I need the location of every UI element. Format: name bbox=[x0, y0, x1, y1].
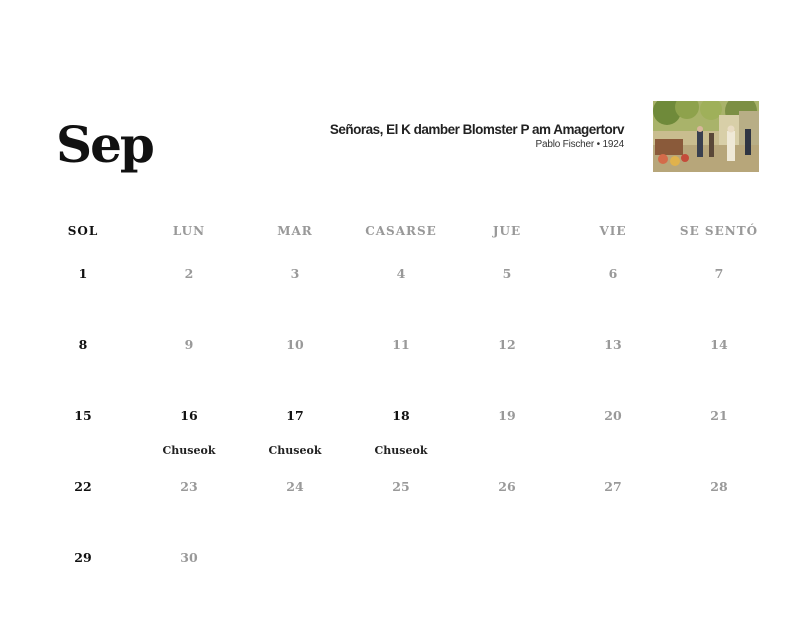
weekday-label: VIE bbox=[599, 224, 627, 238]
week-row bbox=[30, 388, 772, 459]
day-cell[interactable] bbox=[242, 388, 348, 459]
day-number: 26 bbox=[498, 479, 516, 494]
artwork-caption bbox=[330, 122, 624, 150]
day-number: 13 bbox=[604, 337, 622, 352]
day-cell[interactable] bbox=[454, 388, 560, 459]
day-cell[interactable] bbox=[348, 246, 454, 317]
day-cell[interactable] bbox=[666, 388, 772, 459]
day-cell bbox=[348, 530, 454, 601]
day-number: 27 bbox=[604, 479, 622, 494]
month-title: Sep bbox=[56, 115, 153, 174]
day-number: 8 bbox=[78, 337, 88, 352]
week-row bbox=[30, 317, 772, 388]
weekday-label: CASARSE bbox=[365, 224, 437, 238]
day-cell[interactable] bbox=[30, 246, 136, 317]
day-cell[interactable] bbox=[454, 459, 560, 530]
day-number: 1 bbox=[78, 266, 88, 281]
weekday-label: MAR bbox=[277, 224, 313, 238]
day-number: 5 bbox=[502, 266, 512, 281]
artwork-artist: Pablo Fischer bbox=[535, 139, 595, 150]
day-cell[interactable] bbox=[242, 317, 348, 388]
day-number: 6 bbox=[608, 266, 618, 281]
day-cell bbox=[242, 530, 348, 601]
day-number: 12 bbox=[498, 337, 516, 352]
day-number: 2 bbox=[184, 266, 194, 281]
day-number: 30 bbox=[180, 550, 198, 565]
weekday-label: SE SENTÓ bbox=[679, 224, 759, 238]
day-cell[interactable] bbox=[560, 246, 666, 317]
day-cell[interactable] bbox=[136, 317, 242, 388]
day-number: 23 bbox=[180, 479, 198, 494]
weekday-label: JUE bbox=[492, 224, 522, 238]
day-number: 10 bbox=[286, 337, 304, 352]
weekday-header-row bbox=[30, 216, 772, 246]
artwork-separator: • bbox=[596, 139, 600, 150]
day-cell bbox=[454, 530, 560, 601]
day-cell[interactable] bbox=[666, 317, 772, 388]
holiday-label: Chuseok bbox=[162, 444, 216, 457]
day-number: 9 bbox=[184, 337, 194, 352]
artwork-meta bbox=[330, 139, 624, 150]
day-cell[interactable] bbox=[30, 388, 136, 459]
day-cell[interactable] bbox=[136, 459, 242, 530]
artwork-thumbnail bbox=[653, 101, 759, 172]
day-cell[interactable] bbox=[136, 388, 242, 459]
day-number: 3 bbox=[290, 266, 300, 281]
calendar-grid bbox=[30, 216, 772, 601]
day-cell[interactable] bbox=[454, 317, 560, 388]
day-cell[interactable] bbox=[666, 246, 772, 317]
week-row bbox=[30, 459, 772, 530]
day-cell[interactable] bbox=[348, 388, 454, 459]
week-row bbox=[30, 246, 772, 317]
day-number: 18 bbox=[392, 408, 410, 423]
day-number: 24 bbox=[286, 479, 304, 494]
day-cell[interactable] bbox=[136, 246, 242, 317]
day-cell[interactable] bbox=[666, 459, 772, 530]
day-cell[interactable] bbox=[30, 317, 136, 388]
day-number: 7 bbox=[714, 266, 724, 281]
day-number: 29 bbox=[74, 550, 92, 565]
week-row bbox=[30, 530, 772, 601]
day-cell[interactable] bbox=[136, 530, 242, 601]
day-number: 22 bbox=[74, 479, 92, 494]
day-cell[interactable] bbox=[242, 459, 348, 530]
day-cell[interactable] bbox=[30, 459, 136, 530]
day-number: 14 bbox=[710, 337, 728, 352]
day-number: 11 bbox=[392, 337, 410, 352]
holiday-label: Chuseok bbox=[374, 444, 428, 457]
day-cell[interactable] bbox=[560, 459, 666, 530]
day-cell[interactable] bbox=[560, 317, 666, 388]
day-number: 16 bbox=[180, 408, 198, 423]
day-number: 28 bbox=[710, 479, 728, 494]
day-cell bbox=[560, 530, 666, 601]
day-number: 4 bbox=[396, 266, 406, 281]
day-cell[interactable] bbox=[348, 317, 454, 388]
day-cell[interactable] bbox=[454, 246, 560, 317]
day-cell[interactable] bbox=[348, 459, 454, 530]
day-cell[interactable] bbox=[242, 246, 348, 317]
artwork-year: 1924 bbox=[602, 139, 624, 150]
day-cell[interactable] bbox=[30, 530, 136, 601]
day-number: 15 bbox=[74, 408, 92, 423]
day-number: 19 bbox=[498, 408, 516, 423]
day-number: 17 bbox=[286, 408, 304, 423]
holiday-label: Chuseok bbox=[268, 444, 322, 457]
day-number: 20 bbox=[604, 408, 622, 423]
weekday-label: SOL bbox=[67, 224, 99, 238]
artwork-title: Señoras, El K damber Blomster P am Amagertorv bbox=[329, 122, 624, 137]
weekday-label: LUN bbox=[172, 224, 206, 238]
day-cell bbox=[666, 530, 772, 601]
day-number: 21 bbox=[710, 408, 728, 423]
day-cell[interactable] bbox=[560, 388, 666, 459]
day-number: 25 bbox=[392, 479, 410, 494]
